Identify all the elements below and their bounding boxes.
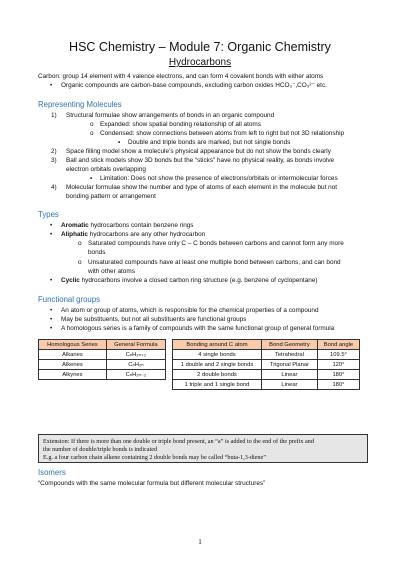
circle-bullet-icon: o — [90, 121, 94, 128]
list-item: An atom or group of atoms, which is responsible for the chemical properties of a compound — [61, 307, 319, 314]
intro-organic: Organic compounds are carbon-base compounds, excluding carbon oxides HCO₃⁻,CO₃²⁻ etc. — [61, 82, 327, 89]
table-cell: Alkenes — [39, 360, 107, 370]
bullet-icon: • — [50, 222, 53, 229]
list-item: bonds — [88, 249, 106, 256]
circle-bullet-icon: o — [78, 240, 82, 247]
table-cell: CₙH₂ₙ — [106, 360, 165, 370]
extension-example: E.g. a four carbon chain alkene containing 2 double bonds may be called “buta-1,3-diene” — [43, 454, 267, 461]
list-item: Aromatic hydrocarbons contain benzene rings — [61, 222, 194, 229]
bullet-icon: • — [50, 307, 53, 314]
list-item: Unsaturated compounds have at least one multiple bond between carbons, and can bond — [88, 259, 341, 266]
list-item: Molecular formulae show the number and type of atoms of each element in the molecule but not — [66, 184, 338, 191]
table-cell: Alkanes — [39, 350, 107, 360]
page-title: HSC Chemistry – Module 7: Organic Chemistry — [69, 40, 331, 54]
bullet-icon: • — [50, 82, 53, 89]
table-header: Bond angle — [317, 340, 359, 350]
table-row — [173, 350, 360, 360]
table-cell: Linear — [262, 370, 318, 380]
square-bullet-icon: ▪ — [90, 175, 93, 182]
heading-types: Types — [38, 210, 59, 219]
extension-box — [38, 434, 368, 463]
list-item: Expanded: show spatial bonding relationship of all atoms — [100, 121, 261, 128]
list-item: A homologous series is a family of compounds with the same functional group of general formula — [61, 325, 335, 332]
table-cell: 120° — [317, 360, 359, 370]
list-item: Cyclic hydrocarbons involve a closed carbon ring structure (e.g. benzene of cyclopentane) — [61, 277, 318, 284]
table-cell: 2 double bonds — [173, 370, 262, 380]
list-item: Saturated compounds have only C – C bonds between carbons and cannot form any more — [88, 240, 344, 247]
heading-representing-molecules: Representing Molecules — [38, 100, 122, 109]
table-header-row — [173, 340, 360, 350]
heading-isomers: Isomers — [38, 468, 66, 477]
bullet-icon: • — [50, 316, 53, 323]
list-item: with other atoms — [88, 268, 135, 275]
list-item: Limitation: Does not show the presence of electrons/orbitals or intermolecular forces — [100, 175, 338, 182]
list-item: Structural formulae show arrangements of bonds in an organic compound — [66, 112, 275, 119]
table-cell: 1 triple and 1 single bond — [173, 380, 262, 390]
bullet-icon: • — [50, 277, 53, 284]
page-number: 1 — [198, 537, 202, 546]
table-header: Homologous Series — [39, 340, 107, 350]
table-cell: CₙH₂ₙ₋₂ — [106, 370, 165, 380]
list-item: May be substituents, but not all substituents are functional groups — [61, 316, 247, 323]
list-number: 1) — [51, 112, 57, 119]
extension-line: the number of double/triple bonds is indicated — [43, 446, 158, 453]
isomers-definition: “Compounds with the same molecular formula but different molecular structures” — [38, 480, 266, 487]
square-bullet-icon: ▪ — [118, 139, 121, 146]
list-number: 3) — [51, 157, 57, 164]
circle-bullet-icon: o — [90, 130, 94, 137]
list-item: bonding pattern or arrangement — [66, 193, 156, 200]
list-number: 4) — [51, 184, 57, 191]
table-cell: Alkynes — [39, 370, 107, 380]
table-header: General Formula — [106, 340, 165, 350]
bullet-icon: • — [50, 231, 53, 238]
list-item: Space filling model show a molecule’s physical appearance but do not show the bonds clearly — [66, 148, 331, 155]
table-header: Bond Geometry — [262, 340, 318, 350]
table-row — [39, 370, 166, 380]
list-item: Aliphatic hydrocarbons are any other hydrocarbon — [61, 231, 206, 238]
bullet-icon: • — [50, 325, 53, 332]
table-cell: Linear — [262, 380, 318, 390]
page-subtitle: Hydrocarbons — [168, 57, 232, 68]
table-row — [173, 360, 360, 370]
circle-bullet-icon: o — [78, 259, 82, 266]
table-cell: 1 double and 2 single bonds — [173, 360, 262, 370]
table-cell: 4 single bonds — [173, 350, 262, 360]
bond-geometry-table — [172, 339, 360, 390]
table-row — [39, 350, 166, 360]
list-item: electron orbitals overlapping — [66, 166, 146, 173]
table-cell: Trigonal Planar — [262, 360, 318, 370]
list-item: Condensed: show connections between atoms from left to right but not 3D relationship — [100, 130, 345, 137]
list-number: 2) — [51, 148, 57, 155]
table-header: Bonding around C atom — [173, 340, 262, 350]
table-cell: 109.5° — [317, 350, 359, 360]
table-row — [173, 370, 360, 380]
list-item: Ball and stick models show 3D bonds but the “sticks” have no physical reality, as bonds involve — [66, 157, 335, 164]
table-cell: CₙH₂ₙ₊₂ — [106, 350, 165, 360]
intro-carbon: Carbon: group 14 element with 4 valence electrons, and can form 4 covalent bonds with either atoms — [38, 73, 324, 80]
table-header-row — [39, 340, 166, 350]
table-row — [173, 380, 360, 390]
list-item: Double and triple bonds are marked, but not single bonds — [128, 139, 291, 146]
table-cell: 180° — [317, 370, 359, 380]
table-cell: 180° — [317, 380, 359, 390]
homologous-series-table — [38, 339, 166, 380]
extension-line: Extension: If there is more than one double or triple bond present, an “a” is added to the end of the prefix and — [43, 438, 314, 445]
table-cell: Tetrahedral — [262, 350, 318, 360]
heading-functional-groups: Functional groups — [38, 295, 100, 304]
table-row — [39, 360, 166, 370]
